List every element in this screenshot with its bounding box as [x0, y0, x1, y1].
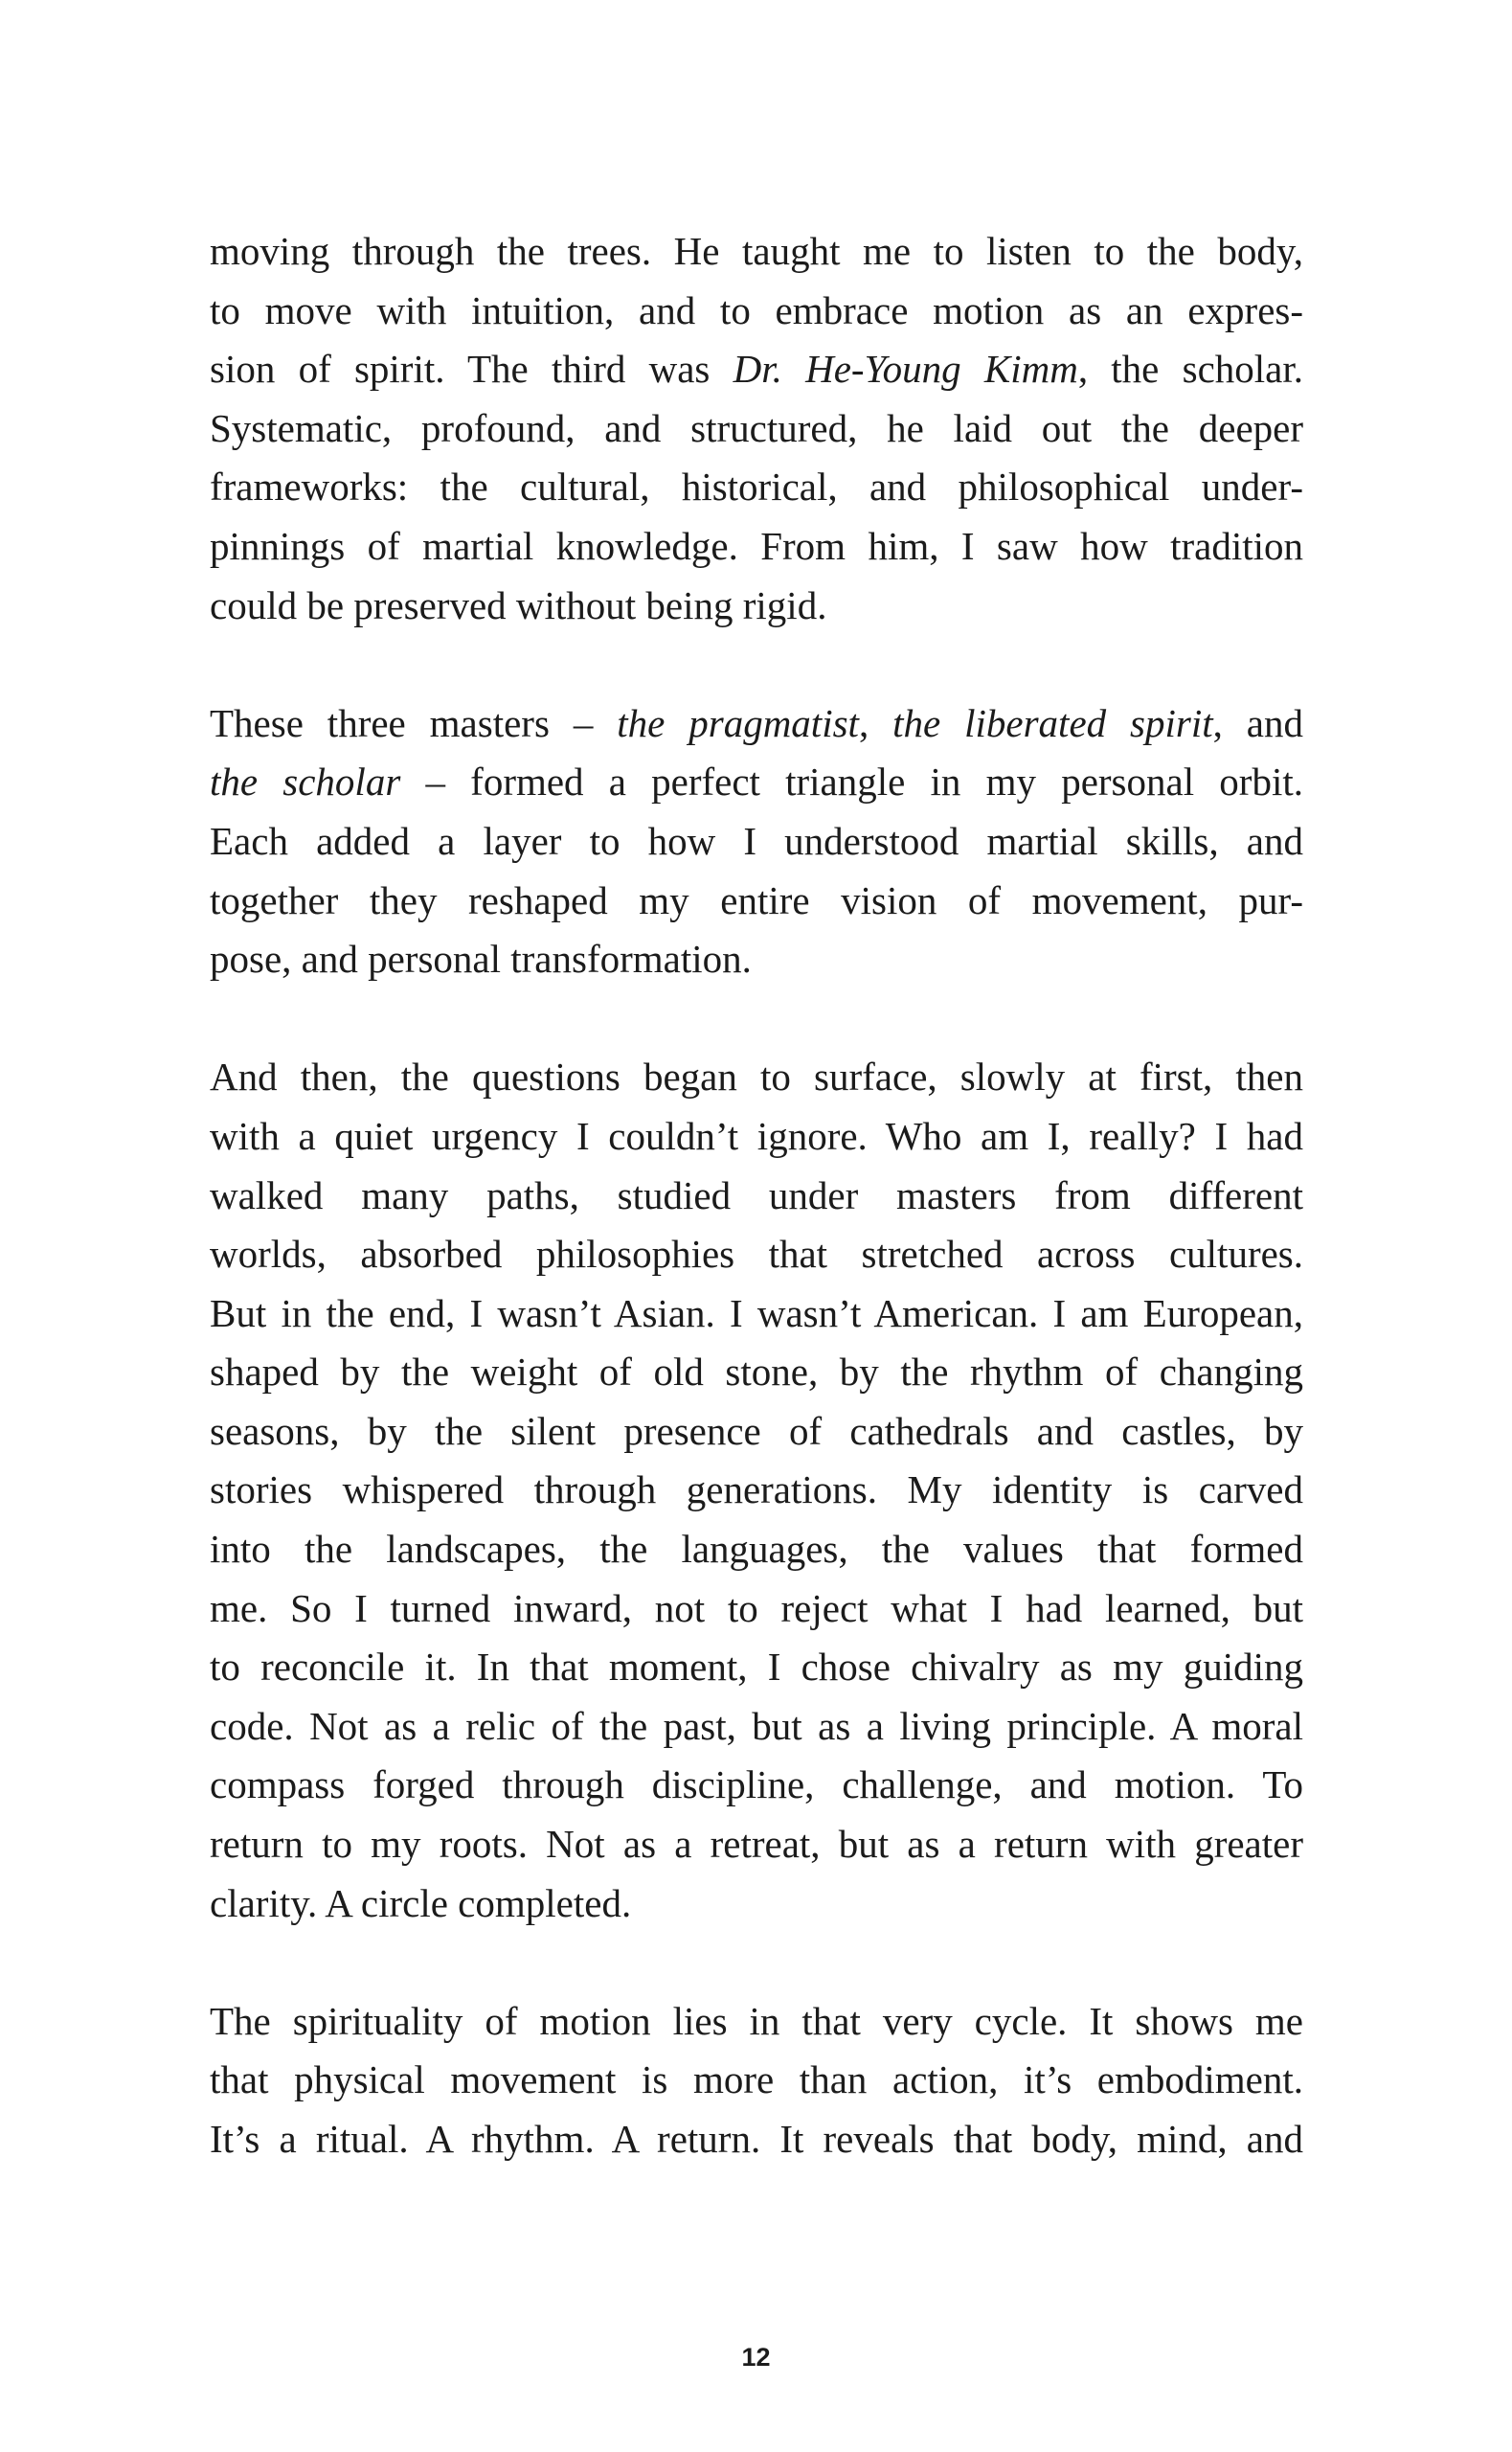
text-segment: compass forged through discipline, challenge, and motion. To: [210, 1762, 1303, 1807]
text-line: [210, 1638, 1303, 1697]
body-text: [210, 222, 1303, 2228]
paragraph: [210, 1048, 1303, 1933]
text-line: [210, 1048, 1303, 1107]
text-line: [210, 1225, 1303, 1284]
text-segment: to reconcile it. In that moment, I chose chivalry as my guiding: [210, 1645, 1303, 1690]
text-segment: Systematic, profound, and structured, he laid out the deeper: [210, 405, 1303, 450]
text-segment: shaped by the weight of old stone, by the rhythm of changing: [210, 1350, 1303, 1395]
text-line: [210, 282, 1303, 341]
text-segment: walked many paths, studied under masters from different: [210, 1172, 1303, 1217]
paragraph: [210, 222, 1303, 635]
text-segment: code. Not as a relic of the past, but as a living principle. A moral: [210, 1703, 1303, 1748]
text-segment: into the landscapes, the languages, the values that formed: [210, 1527, 1303, 1572]
text-line: [210, 694, 1303, 754]
text-line: [210, 222, 1303, 282]
text-segment: It’s a ritual. A rhythm. A return. It reveals that body, mind, and: [210, 2117, 1303, 2161]
text-line: [210, 458, 1303, 517]
text-line: [210, 1167, 1303, 1226]
italic-text: the scholar: [210, 760, 401, 805]
text-line: [210, 2110, 1303, 2169]
paragraph: [210, 1992, 1303, 2169]
text-line: [210, 1579, 1303, 1639]
text-segment: – formed a perfect triangle in my personal orbit.: [400, 760, 1303, 805]
text-segment: with a quiet urgency I couldn’t ignore. Who am I, really? I had: [210, 1113, 1303, 1158]
text-line: [210, 1874, 1303, 1934]
text-segment: These three masters –: [210, 700, 618, 745]
text-segment: worlds, absorbed philosophies that stretched across cultures.: [210, 1232, 1303, 1277]
text-line: [210, 1520, 1303, 1579]
text-line: [210, 1107, 1303, 1167]
text-segment: ,: [858, 700, 893, 745]
text-line: [210, 1284, 1303, 1344]
paragraph: [210, 694, 1303, 989]
text-segment: to move with intuition, and to embrace motion as an expres-: [210, 287, 1303, 332]
text-line: [210, 577, 1303, 636]
text-segment: But in the end, I wasn’t Asian. I wasn’t American. I am European,: [210, 1290, 1303, 1335]
text-line: [210, 517, 1303, 577]
text-segment: could be preserved without being rigid.: [210, 582, 827, 627]
text-segment: pinnings of martial knowledge. From him, I saw how tradition: [210, 523, 1303, 568]
text-segment: me. So I turned inward, not to reject what I had learned, but: [210, 1585, 1303, 1630]
text-segment: , the scholar.: [1077, 347, 1303, 392]
text-segment: seasons, by the silent presence of cathedrals and castles, by: [210, 1408, 1303, 1453]
text-segment: pose, and personal transformation.: [210, 937, 752, 982]
italic-text: the pragmatist: [617, 700, 859, 745]
text-line: [210, 1697, 1303, 1757]
page-number: 12: [741, 2343, 771, 2372]
italic-text: the liberated spirit: [892, 700, 1213, 745]
text-segment: , and: [1212, 700, 1304, 745]
text-line: [210, 872, 1303, 931]
text-segment: The spirituality of motion lies in that very cycle. It shows me: [210, 1998, 1303, 2043]
text-line: [210, 340, 1303, 399]
text-line: [210, 1343, 1303, 1402]
text-segment: clarity. A circle completed.: [210, 1880, 632, 1925]
text-line: [210, 1402, 1303, 1462]
text-segment: frameworks: the cultural, historical, and philosophical under-: [210, 465, 1303, 510]
text-line: [210, 812, 1303, 872]
text-line: [210, 1756, 1303, 1815]
text-segment: sion of spirit. The third was: [210, 347, 733, 392]
text-segment: moving through the trees. He taught me to listen to the body,: [210, 229, 1303, 273]
text-segment: And then, the questions began to surface, slowly at first, then: [210, 1055, 1303, 1100]
text-segment: return to my roots. Not as a retreat, but as a return with greater: [210, 1822, 1303, 1867]
text-line: [210, 399, 1303, 459]
text-line: [210, 2051, 1303, 2110]
text-segment: Each added a layer to how I understood martial skills, and: [210, 818, 1303, 863]
italic-text: Dr. He-Young Kimm: [733, 347, 1078, 392]
text-line: [210, 1461, 1303, 1520]
text-line: [210, 930, 1303, 989]
text-segment: that physical movement is more than action, it’s embodiment.: [210, 2057, 1303, 2102]
text-segment: together they reshaped my entire vision of movement, pur-: [210, 877, 1303, 922]
text-line: [210, 753, 1303, 812]
text-line: [210, 1992, 1303, 2052]
text-line: [210, 1815, 1303, 1874]
text-segment: stories whispered through generations. My identity is carved: [210, 1467, 1303, 1512]
